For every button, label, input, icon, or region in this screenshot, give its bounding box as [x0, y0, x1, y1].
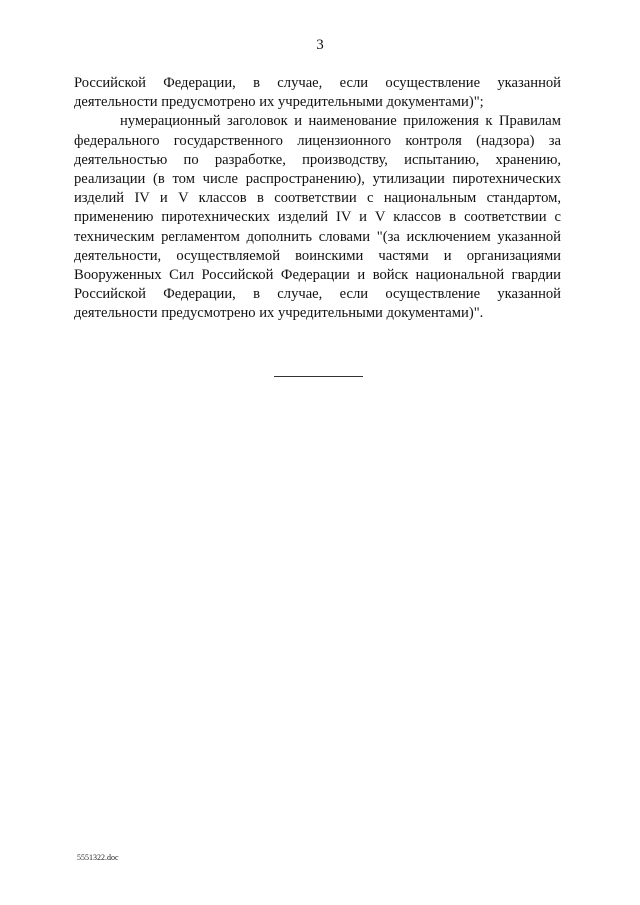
end-separator-line: [274, 376, 363, 377]
paragraph-continuation: Российской Федерации, в случае, если осуществление указанной деятельности предусмотрено их учредительными документами)";: [74, 75, 561, 111]
document-body: [74, 74, 561, 324]
page-number: 3: [316, 37, 324, 53]
paragraph-amendment: нумерационный заголовок и наименование приложения к Правилам федерального государственного лицензионного контроля (надзора) за деятельностью по разработке, производству, испытанию, хранению, реализации (в том числе распространению), утилизации пиротехнических изделий IV и V классов в соответствии с национальным стандартом, применению пиротехнических изделий IV и V классов в соответствии с техническим регламентом дополнить словами "(за исключением указанной деятельности, осуществляемой воинскими частями и организациями Вооруженных Сил Российской Федерации и войск национальной гвардии Российской Федерации, в случае, если осуществление указанной деятельности предусмотрено их учредительными документами)".: [74, 113, 561, 322]
footer-file-name: 5551322.doc: [77, 853, 119, 862]
